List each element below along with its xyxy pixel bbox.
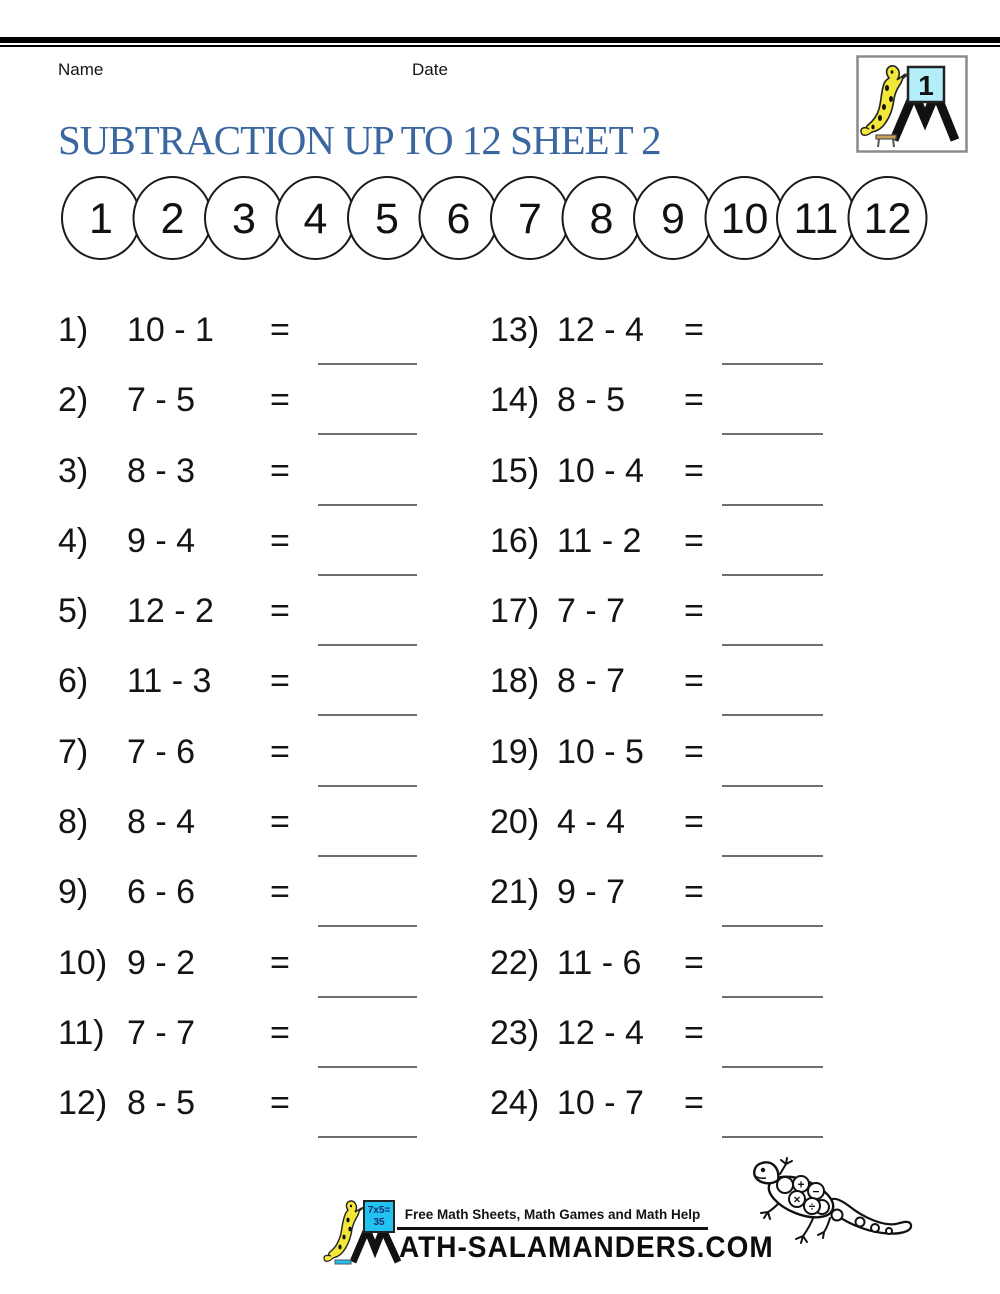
problem-row: [58, 1080, 438, 1142]
number-circle-label: 6: [446, 195, 471, 243]
top-rule-thick: [0, 37, 1000, 43]
equals-sign: =: [684, 522, 704, 560]
answer-blank[interactable]: [722, 363, 823, 365]
equals-sign: =: [684, 873, 704, 911]
problem-number: 12): [58, 1084, 108, 1122]
problem-expression: 11 - 6: [557, 944, 642, 982]
problem-row: [58, 940, 438, 1002]
problem-row: [58, 588, 438, 650]
equals-sign: =: [270, 662, 290, 700]
problem-row: [490, 588, 835, 650]
number-circle: [420, 177, 498, 259]
problem-expression: 12 - 2: [127, 592, 214, 630]
problem-number: 3): [58, 452, 89, 490]
equals-sign: =: [270, 311, 290, 349]
number-circle: [134, 177, 212, 259]
problem-number: 4): [58, 522, 89, 560]
problem-row: [490, 729, 835, 791]
equals-sign: =: [270, 733, 290, 771]
problem-row: [58, 307, 438, 369]
site-logo: [856, 55, 968, 153]
number-circle-label: 9: [661, 195, 685, 243]
problem-number: 1): [58, 311, 89, 349]
mini-board-line1: 7x5=: [367, 1205, 391, 1216]
letter-m-icon: [353, 1229, 398, 1262]
problem-row: [58, 869, 438, 931]
date-label: Date: [412, 60, 448, 79]
answer-blank[interactable]: [722, 574, 823, 576]
equals-sign: =: [270, 944, 290, 982]
mini-board-line2: 35: [373, 1217, 385, 1228]
problem-expression: 7 - 7: [127, 1014, 196, 1052]
number-circle-label: 5: [375, 195, 399, 243]
problem-row: [490, 307, 835, 369]
answer-blank[interactable]: [722, 785, 823, 787]
number-circle: [62, 177, 140, 259]
number-board-icon: [908, 67, 944, 102]
problem-row: [490, 940, 835, 1002]
problem-row: [490, 518, 835, 580]
number-circle: [563, 177, 641, 259]
problem-number: 24): [490, 1084, 540, 1122]
footer-tagline: Free Math Sheets, Math Games and Math Help: [404, 1207, 701, 1222]
answer-blank[interactable]: [318, 504, 417, 506]
page-title: SUBTRACTION UP TO 12 SHEET 2: [58, 117, 661, 163]
number-circle-label: 12: [863, 195, 912, 243]
answer-blank[interactable]: [318, 1066, 417, 1068]
problem-expression: 4 - 4: [557, 803, 626, 841]
equals-sign: =: [684, 1014, 704, 1052]
answer-blank[interactable]: [722, 996, 823, 998]
answer-blank[interactable]: [318, 1136, 417, 1138]
problem-expression: 10 - 7: [557, 1084, 644, 1122]
equals-sign: =: [684, 452, 704, 490]
problem-expression: 8 - 7: [557, 662, 626, 700]
problem-expression: 8 - 4: [127, 803, 196, 841]
answer-blank[interactable]: [722, 925, 823, 927]
number-circle: [348, 177, 426, 259]
answer-blank[interactable]: [722, 1136, 823, 1138]
equals-sign: =: [270, 803, 290, 841]
problem-row: [58, 1010, 438, 1072]
board-number: 1: [918, 70, 934, 101]
problem-number: 19): [490, 733, 540, 771]
problem-row: [490, 869, 835, 931]
equals-sign: =: [270, 522, 290, 560]
problem-expression: 6 - 6: [127, 873, 196, 911]
problem-expression: 8 - 5: [557, 381, 626, 419]
problem-number: 2): [58, 381, 89, 419]
problem-expression: 11 - 2: [557, 522, 642, 560]
plus-icon: +: [797, 1177, 805, 1192]
answer-blank[interactable]: [722, 855, 823, 857]
answer-blank[interactable]: [318, 574, 417, 576]
number-circle: [277, 177, 355, 259]
problem-expression: 9 - 4: [127, 522, 196, 560]
problem-row: [58, 658, 438, 720]
number-circle-label: 3: [232, 195, 256, 243]
footer-brand: ATH-SALAMANDERS.COM: [399, 1231, 774, 1264]
answer-blank[interactable]: [318, 644, 417, 646]
problem-number: 14): [490, 381, 540, 419]
problem-expression: 7 - 7: [557, 592, 626, 630]
number-circle: [849, 177, 927, 259]
equals-sign: =: [270, 1084, 290, 1122]
problem-row: [490, 658, 835, 720]
problem-row: [58, 377, 438, 439]
problem-number: 16): [490, 522, 540, 560]
number-circle-label: 4: [303, 195, 328, 243]
multiply-icon: ×: [793, 1192, 801, 1207]
answer-blank[interactable]: [318, 785, 417, 787]
number-circle-label: 7: [518, 195, 542, 243]
equals-sign: =: [684, 311, 704, 349]
answer-blank[interactable]: [722, 714, 823, 716]
equals-sign: =: [270, 873, 290, 911]
problem-expression: 7 - 6: [127, 733, 196, 771]
problem-number: 17): [490, 592, 540, 630]
number-circle: [777, 177, 855, 259]
problem-expression: 10 - 5: [557, 733, 644, 771]
equals-sign: =: [684, 944, 704, 982]
number-circle-label: 10: [720, 195, 769, 243]
problem-row: [490, 1080, 835, 1142]
number-circle: [634, 177, 712, 259]
equals-sign: =: [270, 1014, 290, 1052]
problem-number: 13): [490, 311, 540, 349]
problem-number: 11): [58, 1014, 105, 1052]
number-circle-label: 1: [89, 195, 113, 243]
problem-row: [58, 448, 438, 510]
equals-sign: =: [270, 381, 290, 419]
equals-sign: =: [684, 1084, 704, 1122]
problem-row: [490, 448, 835, 510]
name-label: Name: [58, 60, 104, 79]
problem-expression: 9 - 7: [557, 873, 626, 911]
answer-blank[interactable]: [318, 363, 417, 365]
problem-expression: 12 - 4: [557, 311, 644, 349]
stool-icon: [335, 1260, 351, 1264]
problem-number: 7): [58, 733, 89, 771]
problem-row: [58, 799, 438, 861]
problem-number: 20): [490, 803, 540, 841]
footer-rule: [397, 1227, 708, 1230]
gecko-icon: [748, 1152, 923, 1257]
answer-blank[interactable]: [722, 504, 823, 506]
equals-sign: =: [684, 733, 704, 771]
problem-expression: 12 - 4: [557, 1014, 644, 1052]
top-rule-thin: [0, 45, 1000, 47]
number-circle: [491, 177, 569, 259]
answer-blank[interactable]: [722, 644, 823, 646]
problem-row: [58, 518, 438, 580]
problem-number: 9): [58, 873, 89, 911]
answer-blank[interactable]: [318, 925, 417, 927]
problem-expression: 8 - 5: [127, 1084, 196, 1122]
problem-row: [58, 729, 438, 791]
problem-row: [490, 1010, 835, 1072]
problem-row: [490, 377, 835, 439]
problem-number: 22): [490, 944, 540, 982]
problem-number: 8): [58, 803, 89, 841]
answer-blank[interactable]: [318, 996, 417, 998]
equals-sign: =: [684, 803, 704, 841]
problem-number: 10): [58, 944, 108, 982]
equals-sign: =: [684, 381, 704, 419]
mini-board-icon: [364, 1201, 394, 1232]
problem-number: 18): [490, 662, 540, 700]
problem-number: 21): [490, 873, 540, 911]
answer-blank[interactable]: [318, 433, 417, 435]
answer-blank[interactable]: [318, 714, 417, 716]
minus-icon: −: [812, 1184, 820, 1199]
number-circle: [205, 177, 283, 259]
problem-expression: 9 - 2: [127, 944, 196, 982]
problem-number: 5): [58, 592, 89, 630]
divide-icon: ÷: [808, 1199, 816, 1214]
problem-expression: 10 - 1: [127, 311, 214, 349]
answer-blank[interactable]: [318, 855, 417, 857]
equals-sign: =: [684, 662, 704, 700]
problem-expression: 11 - 3: [127, 662, 212, 700]
equals-sign: =: [270, 592, 290, 630]
equals-sign: =: [270, 452, 290, 490]
equals-sign: =: [684, 592, 704, 630]
number-track: [60, 176, 930, 261]
problem-number: 6): [58, 662, 89, 700]
problem-expression: 7 - 5: [127, 381, 196, 419]
answer-blank[interactable]: [722, 433, 823, 435]
number-circle-label: 11: [793, 195, 839, 243]
problem-expression: 10 - 4: [557, 452, 644, 490]
problem-row: [490, 799, 835, 861]
problem-number: 15): [490, 452, 540, 490]
answer-blank[interactable]: [722, 1066, 823, 1068]
problem-expression: 8 - 3: [127, 452, 196, 490]
number-circle-label: 8: [589, 195, 614, 243]
problem-number: 23): [490, 1014, 540, 1052]
number-circle: [706, 177, 784, 259]
number-circle-label: 2: [160, 195, 185, 243]
